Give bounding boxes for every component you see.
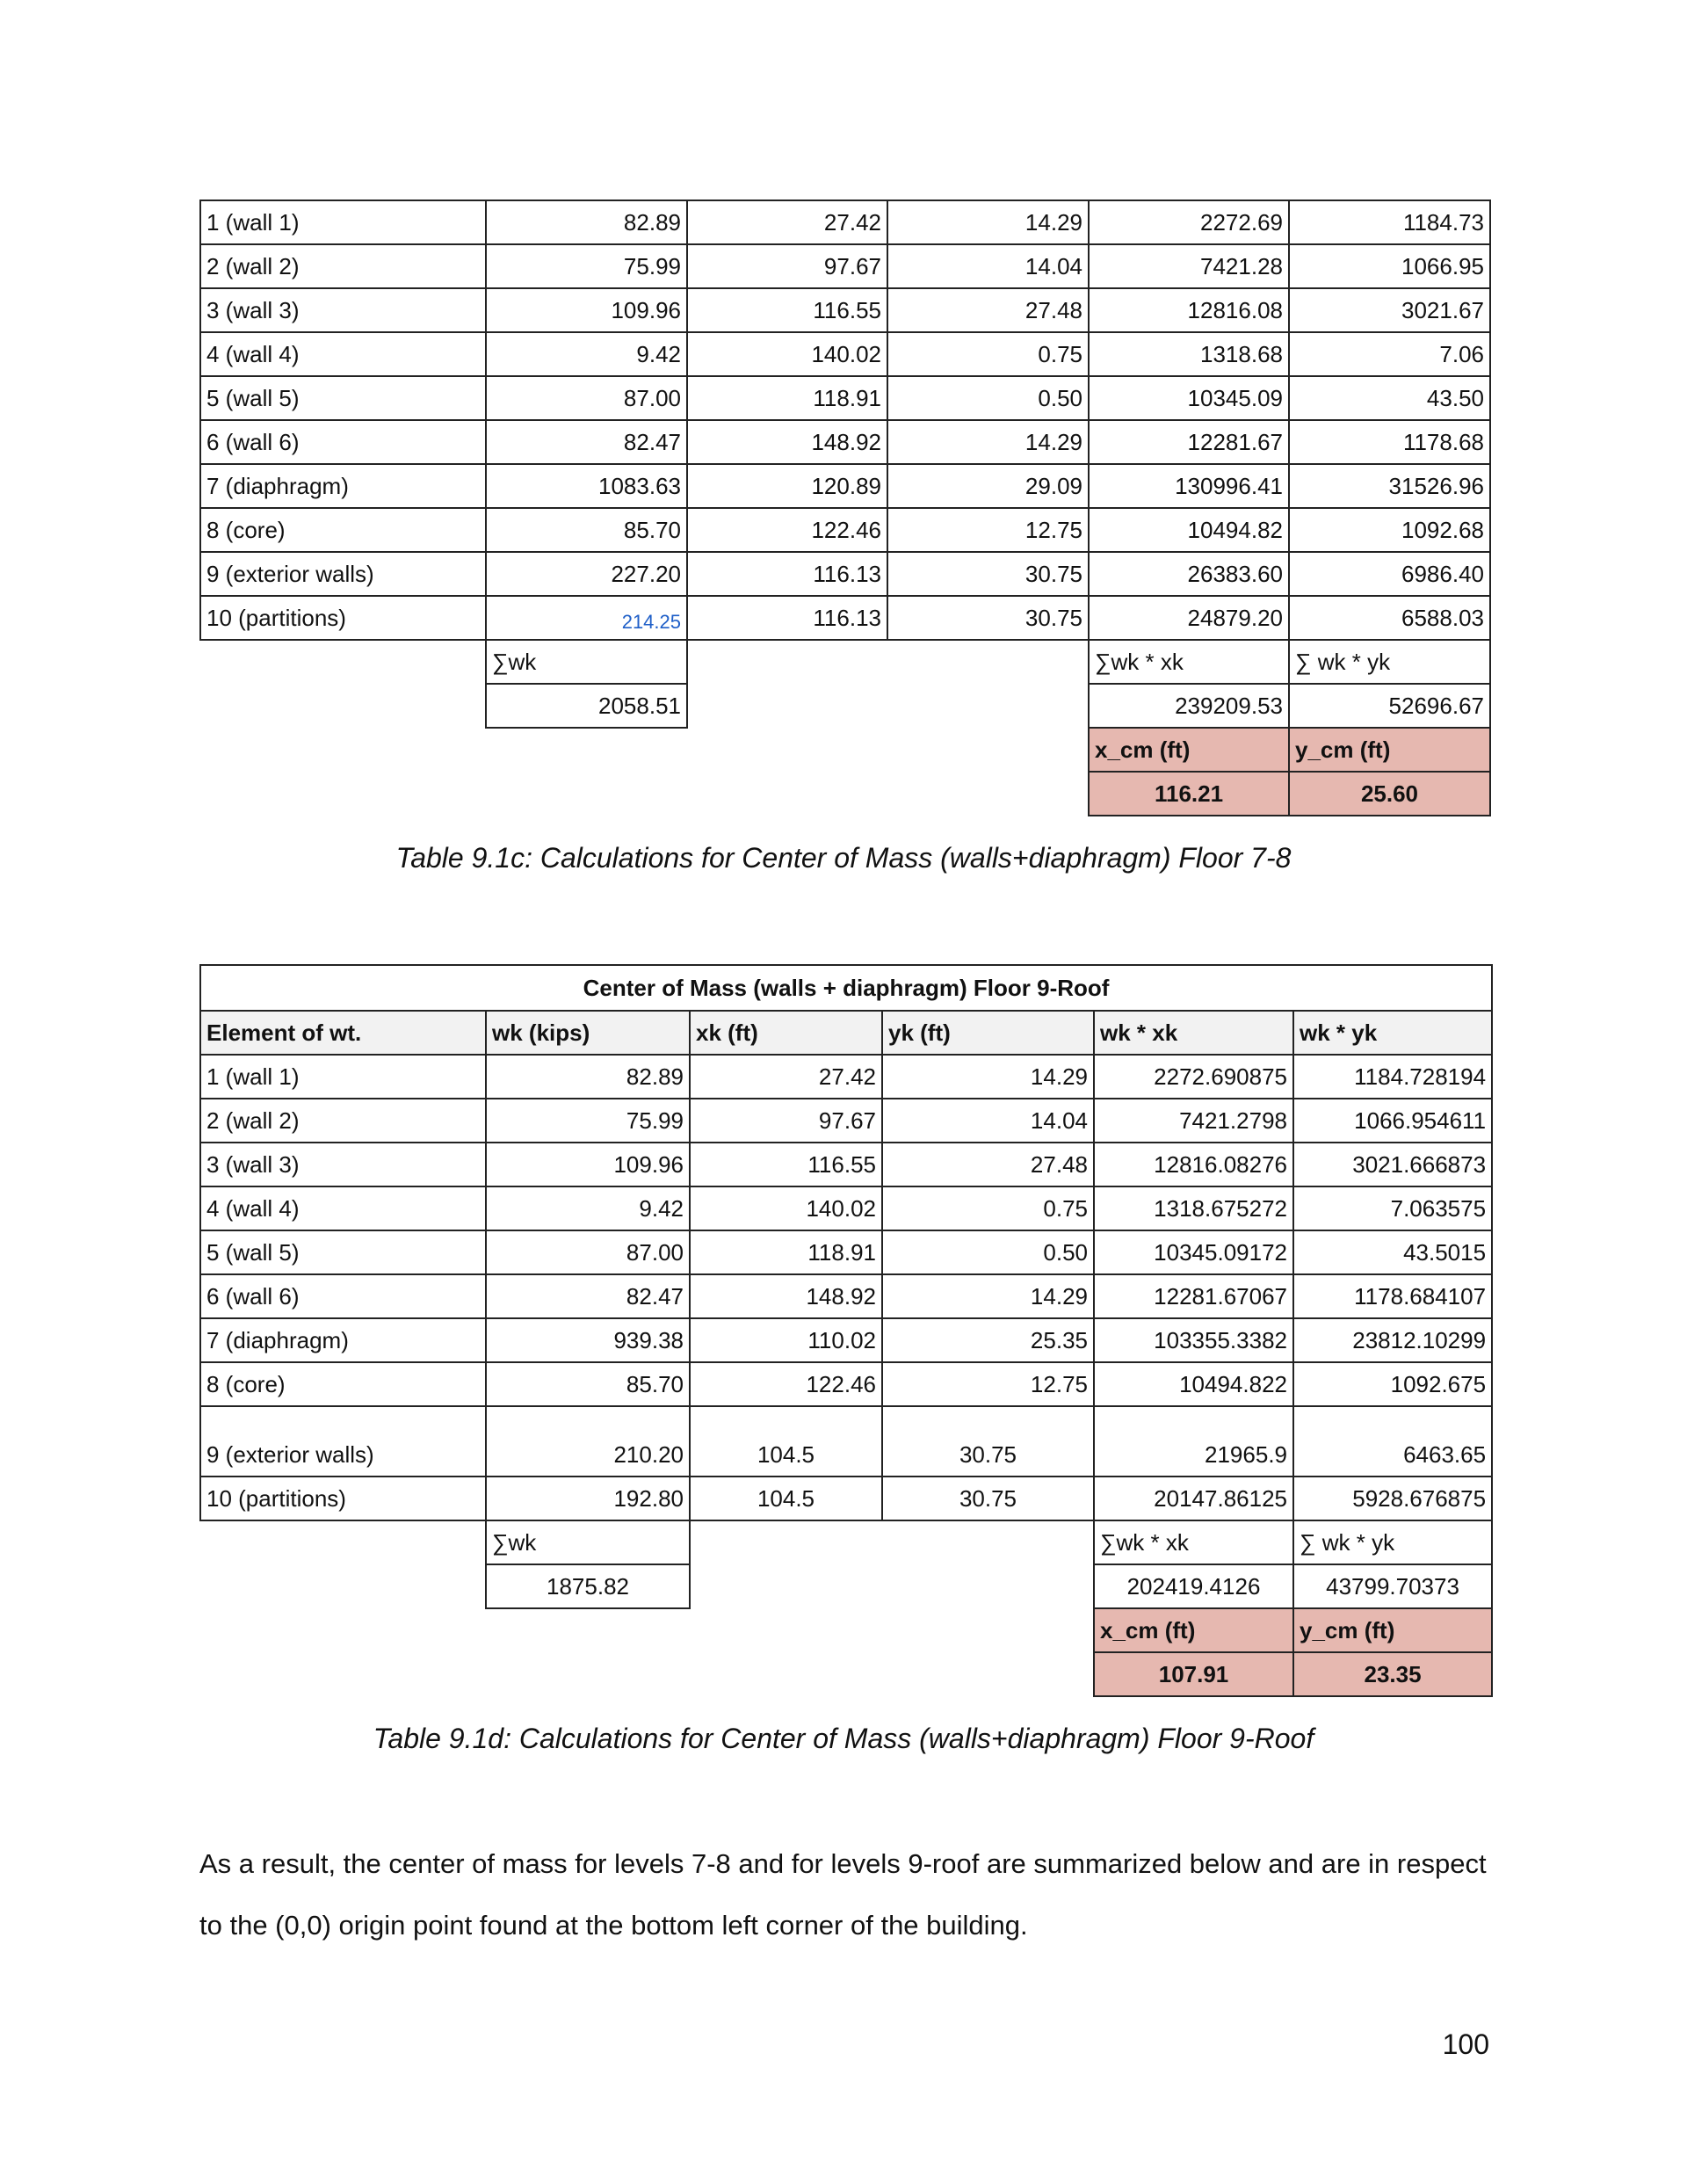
value-cell: 118.91 [687,376,887,420]
column-header: yk (ft) [882,1011,1094,1055]
value-cell: 104.5 [690,1406,882,1477]
value-cell: 20147.86125 [1094,1477,1293,1520]
table-row [200,596,1490,640]
sum-wk-value: 2058.51 [486,684,687,728]
value-cell: 6986.40 [1289,552,1490,596]
value-cell: 5928.676875 [1293,1477,1492,1520]
value-cell: 43.5015 [1293,1230,1492,1274]
element-cell: 4 (wall 4) [200,1186,486,1230]
value-cell: 10494.82 [1089,508,1289,552]
empty-cell [690,1520,1094,1564]
value-cell: 1184.73 [1289,200,1490,244]
center-of-mass-table-floor-9-roof [199,964,1493,1697]
value-cell: 85.70 [486,1362,690,1406]
value-cell: 7.06 [1289,332,1490,376]
value-cell: 75.99 [486,1099,690,1143]
empty-cell [200,728,1089,772]
value-cell: 7421.28 [1089,244,1289,288]
value-cell: 12.75 [887,508,1089,552]
value-cell: 10494.822 [1094,1362,1293,1406]
empty-cell [687,684,1089,728]
value-cell: 29.09 [887,464,1089,508]
value-cell: 82.47 [486,420,687,464]
value-cell: 0.75 [887,332,1089,376]
table-row [200,1274,1492,1318]
sum-label-row [200,640,1490,684]
value-cell: 14.29 [887,420,1089,464]
value-cell: 14.04 [882,1099,1094,1143]
element-cell: 6 (wall 6) [200,1274,486,1318]
value-cell: 21965.9 [1094,1406,1293,1477]
empty-cell [690,1564,1094,1608]
table-row [200,508,1490,552]
table-row [200,200,1490,244]
value-cell: 122.46 [687,508,887,552]
value-cell: 85.70 [486,508,687,552]
value-cell: 104.5 [690,1477,882,1520]
table-caption-9-1c: Table 9.1c: Calculations for Center of Mass (walls+diaphragm) Floor 7-8 [395,842,1292,874]
column-header: wk (kips) [486,1011,690,1055]
value-cell: 14.29 [887,200,1089,244]
table-row [200,420,1490,464]
empty-cell [200,684,486,728]
value-cell: 1318.68 [1089,332,1289,376]
value-cell: 7421.2798 [1094,1099,1293,1143]
sum-wkyk-label: ∑ wk * yk [1289,640,1490,684]
table-row [200,1143,1492,1186]
center-of-mass-table-floor-7-8 [199,200,1491,816]
value-cell: 2272.69 [1089,200,1289,244]
value-cell: 87.00 [486,376,687,420]
value-cell: 9.42 [486,332,687,376]
value-cell: 12.75 [882,1362,1094,1406]
sum-label-row [200,1520,1492,1564]
value-cell: 103355.3382 [1094,1318,1293,1362]
value-cell: 24879.20 [1089,596,1289,640]
value-cell: 130996.41 [1089,464,1289,508]
table-row [200,464,1490,508]
sum-value-row [200,684,1490,728]
value-cell: 14.29 [882,1055,1094,1099]
value-cell: 82.89 [486,200,687,244]
value-cell: 7.063575 [1293,1186,1492,1230]
sum-wkxk-value: 202419.4126 [1094,1564,1293,1608]
value-cell: 97.67 [690,1099,882,1143]
value-cell: 30.75 [887,552,1089,596]
x-cm-value: 116.21 [1089,772,1289,816]
sum-wkyk-value: 43799.70373 [1293,1564,1492,1608]
element-cell: 9 (exterior walls) [200,1406,486,1477]
sum-wkyk-label: ∑ wk * yk [1293,1520,1492,1564]
sum-wk-label: ∑wk [486,1520,690,1564]
sum-wkxk-label: ∑wk * xk [1094,1520,1293,1564]
y-cm-label: y_cm (ft) [1293,1608,1492,1652]
value-cell: 3021.67 [1289,288,1490,332]
empty-cell [200,640,486,684]
sum-wkxk-label: ∑wk * xk [1089,640,1289,684]
column-header: wk * xk [1094,1011,1293,1055]
table-row [200,332,1490,376]
value-cell: 12281.67067 [1094,1274,1293,1318]
summary-paragraph: As a result, the center of mass for levels 7-8 and for levels 9-roof are summarized below and are in respect to the (0,0) origin point found at the bottom left corner of the building. [199,1848,1487,1941]
value-cell: 1066.95 [1289,244,1490,288]
value-cell: 1178.684107 [1293,1274,1492,1318]
column-header: Element of wt. [200,1011,486,1055]
x-cm-label: x_cm (ft) [1094,1608,1293,1652]
table-row [200,288,1490,332]
table-row [200,1099,1492,1143]
element-cell: 2 (wall 2) [200,1099,486,1143]
value-cell: 210.20 [486,1406,690,1477]
value-cell: 97.67 [687,244,887,288]
value-cell: 27.48 [882,1143,1094,1186]
element-cell: 3 (wall 3) [200,288,486,332]
element-cell: 5 (wall 5) [200,376,486,420]
element-cell: 8 (core) [200,508,486,552]
value-cell: 27.42 [690,1055,882,1099]
table-row [200,1406,1492,1477]
element-cell: 3 (wall 3) [200,1143,486,1186]
sum-wk-value: 1875.82 [486,1564,690,1608]
value-cell: 1178.68 [1289,420,1490,464]
sum-wkyk-value: 52696.67 [1289,684,1490,728]
empty-cell [200,1564,486,1608]
value-cell: 6463.65 [1293,1406,1492,1477]
element-cell: 10 (partitions) [200,1477,486,1520]
table-title-row [200,965,1492,1011]
sum-wkxk-value: 239209.53 [1089,684,1289,728]
table-row [200,1477,1492,1520]
empty-cell [200,1520,486,1564]
value-cell: 116.55 [690,1143,882,1186]
value-cell: 1083.63 [486,464,687,508]
value-cell: 109.96 [486,288,687,332]
element-cell: 7 (diaphragm) [200,464,486,508]
value-cell: 12816.08276 [1094,1143,1293,1186]
value-cell: 30.75 [882,1406,1094,1477]
value-cell: 1184.728194 [1293,1055,1492,1099]
value-cell: 82.47 [486,1274,690,1318]
element-cell: 1 (wall 1) [200,200,486,244]
value-cell: 1092.675 [1293,1362,1492,1406]
sum-wk-label: ∑wk [486,640,687,684]
table-row [200,1186,1492,1230]
value-cell: 12816.08 [1089,288,1289,332]
value-cell: 26383.60 [1089,552,1289,596]
value-cell: 27.42 [687,200,887,244]
value-cell: 140.02 [687,332,887,376]
x-cm-value: 107.91 [1094,1652,1293,1696]
value-cell: 75.99 [486,244,687,288]
value-cell: 27.48 [887,288,1089,332]
element-cell: 1 (wall 1) [200,1055,486,1099]
column-header: xk (ft) [690,1011,882,1055]
value-cell: 122.46 [690,1362,882,1406]
value-cell: 10345.09172 [1094,1230,1293,1274]
value-cell: 6588.03 [1289,596,1490,640]
value-cell: 0.50 [882,1230,1094,1274]
empty-cell [200,1608,1094,1652]
value-cell: 14.29 [882,1274,1094,1318]
y-cm-value: 23.35 [1293,1652,1492,1696]
value-cell: 23812.10299 [1293,1318,1492,1362]
page-number: 100 [1442,2028,1489,2060]
element-cell: 4 (wall 4) [200,332,486,376]
table-row [200,376,1490,420]
x-cm-label: x_cm (ft) [1089,728,1289,772]
table-header-row [200,1011,1492,1055]
empty-cell [200,1652,1094,1696]
value-cell: 192.80 [486,1477,690,1520]
table-title: Center of Mass (walls + diaphragm) Floor 9-Roof [200,965,1492,1011]
element-cell: 10 (partitions) [200,596,486,640]
element-cell: 2 (wall 2) [200,244,486,288]
value-cell: 2272.690875 [1094,1055,1293,1099]
value-cell: 3021.666873 [1293,1143,1492,1186]
value-cell: 939.38 [486,1318,690,1362]
table-caption-9-1d: Table 9.1d: Calculations for Center of Mass (walls+diaphragm) Floor 9-Roof [373,1723,1314,1754]
value-cell: 109.96 [486,1143,690,1186]
center-of-mass-value-row [200,772,1490,816]
empty-cell [687,640,1089,684]
element-cell: 7 (diaphragm) [200,1318,486,1362]
value-cell: 140.02 [690,1186,882,1230]
table-row [200,1362,1492,1406]
value-cell: 227.20 [486,552,687,596]
element-cell: 6 (wall 6) [200,420,486,464]
value-cell: 30.75 [887,596,1089,640]
value-cell: 25.35 [882,1318,1094,1362]
value-cell: 12281.67 [1089,420,1289,464]
value-cell: 43.50 [1289,376,1490,420]
table-row [200,244,1490,288]
value-cell: 14.04 [887,244,1089,288]
value-cell: 82.89 [486,1055,690,1099]
value-cell: 120.89 [687,464,887,508]
value-cell: 214.25 [486,596,687,640]
value-cell: 31526.96 [1289,464,1490,508]
value-cell: 1066.954611 [1293,1099,1492,1143]
element-cell: 8 (core) [200,1362,486,1406]
value-cell: 116.13 [687,552,887,596]
value-cell: 116.55 [687,288,887,332]
value-cell: 0.50 [887,376,1089,420]
value-cell: 1092.68 [1289,508,1490,552]
value-cell: 148.92 [690,1274,882,1318]
value-cell: 0.75 [882,1186,1094,1230]
table-row [200,552,1490,596]
value-cell: 9.42 [486,1186,690,1230]
y-cm-label: y_cm (ft) [1289,728,1490,772]
value-cell: 1318.675272 [1094,1186,1293,1230]
table-row [200,1318,1492,1362]
table-row [200,1055,1492,1099]
value-cell: 10345.09 [1089,376,1289,420]
value-cell: 148.92 [687,420,887,464]
sum-value-row [200,1564,1492,1608]
value-cell: 110.02 [690,1318,882,1362]
empty-cell [200,772,1089,816]
value-cell: 116.13 [687,596,887,640]
center-of-mass-value-row [200,1652,1492,1696]
element-cell: 5 (wall 5) [200,1230,486,1274]
column-header: wk * yk [1293,1011,1492,1055]
table-row [200,1230,1492,1274]
value-cell: 30.75 [882,1477,1094,1520]
center-of-mass-label-row [200,1608,1492,1652]
value-cell: 118.91 [690,1230,882,1274]
y-cm-value: 25.60 [1289,772,1490,816]
element-cell: 9 (exterior walls) [200,552,486,596]
center-of-mass-label-row [200,728,1490,772]
value-cell: 87.00 [486,1230,690,1274]
